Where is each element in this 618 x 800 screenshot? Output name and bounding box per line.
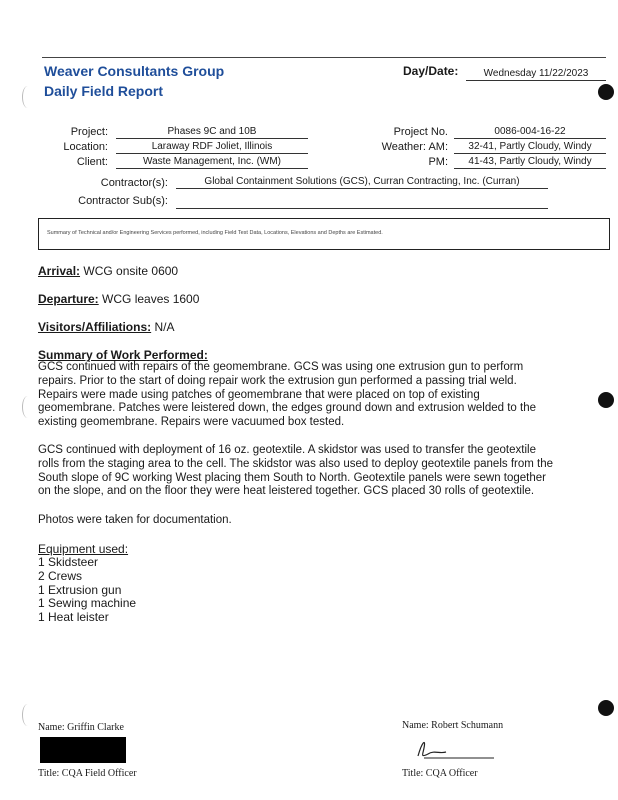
right-signer-name: Name: Robert Schumann — [402, 720, 504, 731]
redacted-signature — [40, 737, 126, 763]
visitors-value: N/A — [154, 320, 175, 334]
punch-hole-middle — [598, 392, 614, 408]
work-p1-line: repairs. Prior to the start of doing repair work the extrusion gun performed a passing trial weld. — [38, 374, 517, 387]
location-value: Laraway RDF Joliet, Illinois — [116, 141, 308, 154]
work-p2-line: rolls from the staging area to the cell. The skidstor was also used to deploy geotextile panels from the — [38, 457, 554, 470]
contractor-sub-label: Contractor Sub(s): — [78, 195, 168, 207]
work-p2-line: GCS continued with deployment of 16 oz. geotextile. A skidstor was used to transfer the geotextile — [38, 444, 536, 456]
project-no-label: Project No. — [393, 126, 448, 138]
equipment-item: 1 Extrusion gun — [38, 582, 122, 597]
header-rule — [42, 57, 606, 58]
arrival-label: Arrival: — [38, 264, 81, 278]
visitors-label: Visitors/Affiliations: — [38, 320, 152, 334]
right-signer-title: Title: CQA Officer — [402, 768, 478, 779]
departure-row — [38, 292, 199, 306]
work-p1-line: existing geomembrane. Repairs were vacuumed box tested. — [38, 416, 345, 429]
equipment-item: 1 Skidsteer — [38, 555, 99, 569]
punch-hole-top — [598, 84, 614, 100]
weather-pm-label: PM: — [428, 156, 448, 168]
work-p1-line: GCS continued with repairs of the geomembrane. GCS was using one extrusion gun to perform — [38, 361, 524, 373]
work-paragraph-1 — [38, 361, 598, 430]
work-p2-line: South slope of 9C working West placing them South to North. Geotextile panels were sewn together — [38, 471, 546, 484]
summary-box — [38, 218, 610, 250]
work-p2-line: on the slope, and on the floor they were heat leistered together. GCS placed 30 rolls of geotextile. — [38, 485, 535, 498]
project-no-value: 0086-004-16-22 — [454, 126, 606, 139]
visitors-row — [38, 320, 175, 334]
client-label: Client: — [76, 156, 108, 168]
project-label: Project: — [70, 126, 108, 138]
work-paragraph-2 — [38, 444, 598, 499]
contractor-label: Contractor(s): — [100, 177, 168, 189]
equipment-item: 1 Sewing machine — [38, 596, 137, 611]
client-value: Waste Management, Inc. (WM) — [116, 156, 308, 169]
company-header — [44, 63, 224, 100]
work-p1-line: geomembrane. Patches were leistered down, the edges ground down and extrusion welded to the — [38, 402, 537, 415]
weather-am-value: 32-41, Partly Cloudy, Windy — [454, 141, 606, 154]
binder-mark-bottom — [22, 704, 33, 726]
project-value: Phases 9C and 10B — [116, 126, 308, 139]
punch-hole-bottom — [598, 700, 614, 716]
equipment-list — [38, 556, 136, 625]
weather-pm-value: 41-43, Partly Cloudy, Windy — [454, 156, 606, 169]
equipment-title: Equipment used: — [38, 542, 129, 556]
report-title: Daily Field Report — [44, 83, 164, 99]
work-p1-line: Repairs were made using patches of geomembrane that were placed on top of existing — [38, 388, 480, 401]
summary-box-caption: Summary of Technical and/or Engineering Services performed, including Field Test Data, Locations, Elevations and Depths are Estimated. — [47, 230, 383, 236]
arrival-value: WCG onsite 0600 — [83, 264, 179, 278]
binder-mark-middle — [22, 396, 33, 418]
day-date-label: Day/Date: — [403, 64, 459, 78]
departure-label: Departure: — [38, 292, 99, 306]
weather-am-label: Weather: AM: — [381, 141, 448, 153]
company-name: Weaver Consultants Group — [44, 63, 225, 79]
binder-mark-top — [22, 86, 33, 108]
work-heading: Summary of Work Performed: — [38, 348, 208, 362]
location-label: Location: — [63, 141, 108, 153]
day-date-value: Wednesday 11/22/2023 — [466, 68, 606, 81]
work-paragraph-3: Photos were taken for documentation. — [38, 514, 232, 526]
handwritten-signature — [410, 734, 500, 764]
contractor-value: Global Containment Solutions (GCS), Curran Contracting, Inc. (Curran) — [176, 176, 548, 189]
contractor-sub-value — [176, 195, 548, 209]
equipment-item: 1 Heat leister — [38, 610, 109, 625]
left-signer-name: Name: Griffin Clarke — [38, 722, 124, 733]
left-signer-title: Title: CQA Field Officer — [38, 768, 137, 779]
arrival-row — [38, 264, 178, 278]
departure-value: WCG leaves 1600 — [102, 292, 200, 306]
equipment-item: 2 Crews — [38, 568, 83, 583]
